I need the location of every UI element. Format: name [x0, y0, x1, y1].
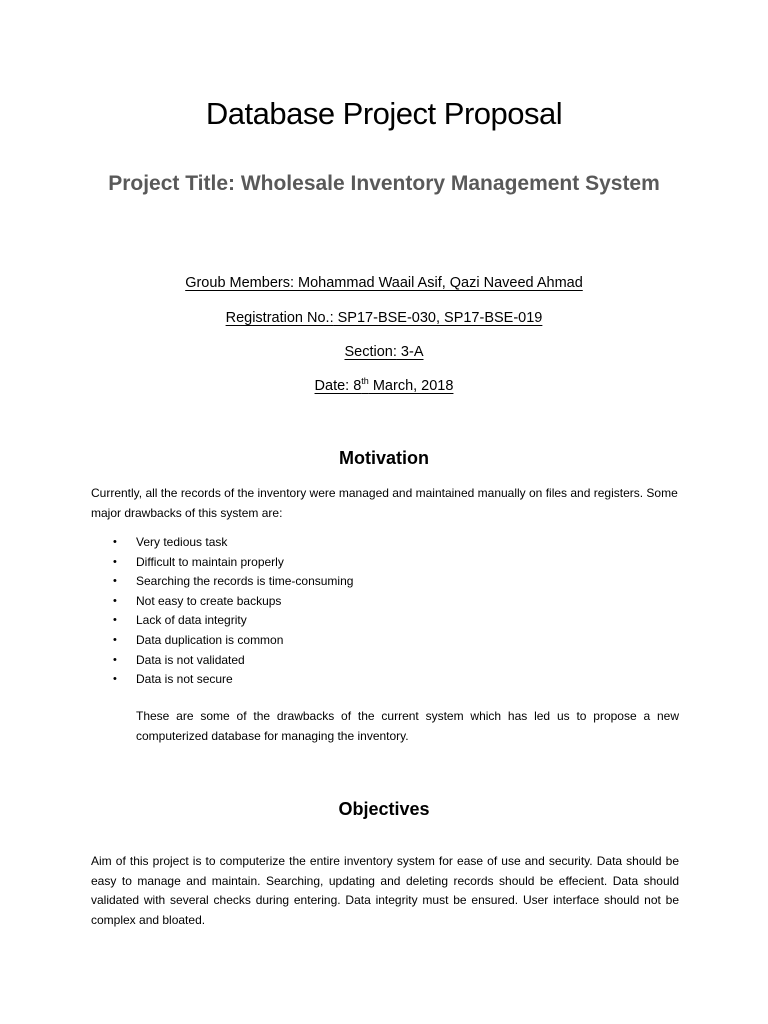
list-item: • Data is not secure: [110, 670, 353, 690]
motivation-intro: Currently, all the records of the inventory were managed and maintained manually on files and registers. Some major drawbacks of this system are:: [91, 486, 678, 520]
document-title: Database Project Proposal: [205, 96, 563, 131]
bullet-icon: •: [113, 575, 117, 588]
objectives-heading: Objectives: [338, 799, 430, 819]
date-suffix: March, 2018: [368, 378, 454, 394]
objectives-body: Aim of this project is to computerize the entire inventory system for ease of use and security. Data should be easy to manage and maintain. Searching, updating and deleting records should be effecient. Data should validated with several checks during entering. Data integrity must be ensured. User interface should not be complex and bloated.: [91, 854, 679, 927]
section-value: 3-A: [396, 344, 424, 360]
list-item: • Very tedious task: [110, 533, 353, 553]
registration-number: [0, 310, 768, 326]
bullet-icon: •: [113, 594, 117, 607]
list-item: • Not easy to create backups: [110, 592, 353, 612]
section-line: [345, 344, 424, 360]
date-prefix: Date: 8: [314, 378, 362, 394]
date: [0, 378, 768, 394]
section: [0, 344, 768, 360]
bullet-icon: •: [113, 555, 117, 568]
project-title: Project Title: Wholesale Inventory Management System: [108, 172, 660, 195]
list-item: • Lack of data integrity: [110, 611, 353, 631]
motivation-conclusion: These are some of the drawbacks of the current system which has led us to propose a new computerized database for managing the inventory.: [136, 709, 679, 743]
list-item: • Searching the records is time-consuming: [110, 572, 353, 592]
bullet-icon: •: [113, 653, 117, 666]
motivation-heading: Motivation: [339, 448, 429, 468]
date-superscript: th: [361, 376, 369, 387]
date-line: [315, 378, 454, 394]
group-members: [0, 275, 768, 291]
list-item: • Data duplication is common: [110, 631, 353, 651]
registration-line: [226, 310, 543, 326]
section-label: Section:: [344, 344, 397, 360]
registration-label: Registration No.:: [225, 310, 334, 326]
list-item: • Difficult to maintain properly: [110, 553, 353, 573]
list-item: • Data is not validated: [110, 651, 353, 671]
group-members-text: Groub Members: Mohammad Waail Asif, Qazi Naveed Ahmad: [185, 275, 583, 291]
bullet-icon: •: [113, 614, 117, 627]
registration-value: SP17-BSE-030, SP17-BSE-019: [333, 310, 543, 326]
bullet-icon: •: [113, 536, 117, 548]
bullet-icon: •: [113, 673, 117, 686]
bullet-icon: •: [113, 633, 117, 646]
drawbacks-list: [110, 533, 353, 690]
